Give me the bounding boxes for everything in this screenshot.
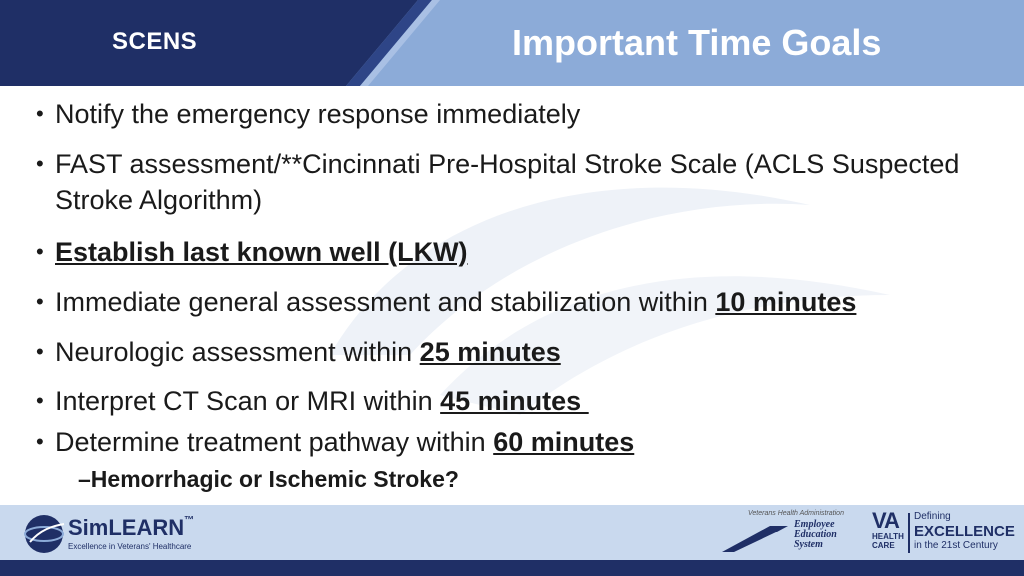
simlearn-tm: ™ [184, 515, 195, 526]
bullet-marker: • [36, 388, 44, 413]
defining-line1: Defining [914, 511, 951, 522]
defining-line2: EXCELLENCE [914, 523, 1015, 540]
slide-header [0, 0, 1024, 86]
list-item [36, 146, 996, 218]
simlearn-name: SimLEARN [68, 515, 185, 540]
list-item [36, 96, 580, 132]
ees-org: Veterans Health Administration [748, 510, 844, 517]
simlearn-globe-icon [22, 512, 66, 556]
bullet-emphasis: 60 minutes [493, 427, 635, 457]
defining-excellence-logo [914, 511, 1015, 552]
list-item [36, 383, 589, 419]
bullet-marker: • [36, 339, 44, 364]
ees-swoosh-icon [720, 522, 790, 554]
bullet-text: Determine treatment pathway within [55, 427, 494, 457]
simlearn-tagline: Excellence in Veterans' Healthcare [68, 542, 192, 551]
bullet-text: Neurologic assessment within [55, 337, 420, 367]
list-item [36, 334, 561, 370]
bullet-marker: • [36, 289, 44, 314]
ees-line1: Employee [794, 519, 835, 530]
bullet-text: Immediate general assessment and stabilization within [55, 287, 716, 317]
ees-line3: System [794, 539, 823, 550]
sub-bullet-marker: – [78, 466, 91, 492]
sub-list-item [78, 464, 459, 494]
bullet-text: Interpret CT Scan or MRI within [55, 386, 441, 416]
list-item [36, 234, 468, 270]
bullet-emphasis: Establish last known well (LKW) [55, 237, 468, 267]
section-label: SCENS [112, 28, 198, 55]
bullet-text: FAST assessment/**Cincinnati Pre-Hospital Stroke Scale (ACLS Suspected Stroke Algorithm) [55, 149, 960, 215]
simlearn-logo [22, 512, 212, 558]
ees-line2: Education [794, 529, 837, 540]
bullet-emphasis: 10 minutes [715, 287, 857, 317]
list-item [36, 424, 634, 460]
bullet-marker: • [36, 239, 44, 264]
bullet-text: Notify the emergency response immediately [55, 99, 581, 129]
va-care: CARE [872, 541, 895, 550]
va-health: HEALTH [872, 532, 904, 541]
va-mark: VA [872, 508, 899, 533]
va-health-care-logo [872, 510, 906, 556]
logo-divider [908, 513, 910, 553]
bullet-emphasis: 45 minutes [440, 386, 589, 416]
list-item [36, 284, 856, 320]
footer-bar [0, 560, 1024, 576]
bullet-emphasis: 25 minutes [419, 337, 561, 367]
slide-title: Important Time Goals [512, 22, 882, 63]
ees-logo [720, 510, 862, 556]
defining-line3: in the 21st Century [914, 540, 998, 551]
bullet-marker: • [36, 429, 44, 454]
bullet-marker: • [36, 151, 44, 176]
sub-bullet-text: Hemorrhagic or Ischemic Stroke? [90, 466, 459, 492]
bullet-marker: • [36, 101, 44, 126]
